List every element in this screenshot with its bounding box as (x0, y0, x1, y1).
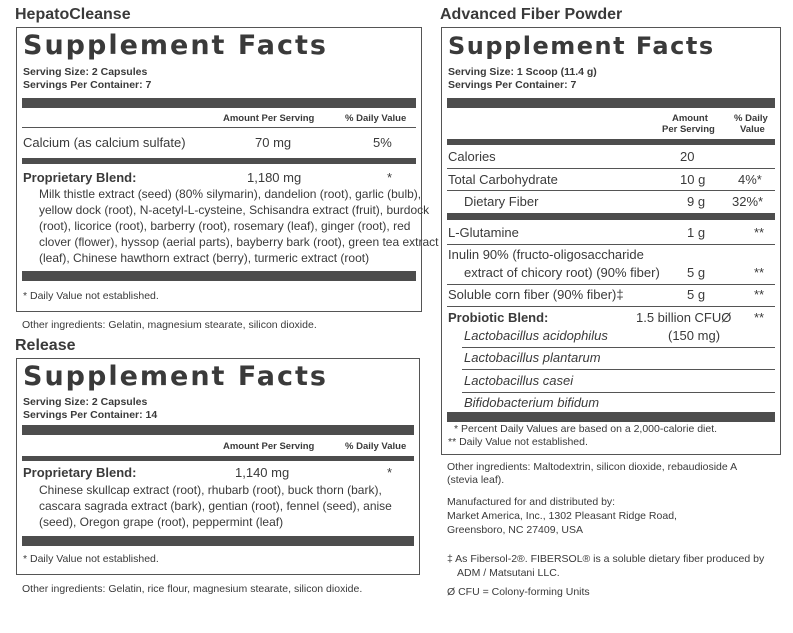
divider (447, 244, 775, 245)
probiotic-name: Probiotic Blend: (448, 310, 549, 325)
divider (447, 284, 775, 285)
nutrient-dv: 32%* (732, 194, 764, 209)
medium-divider (22, 158, 416, 164)
probiotic-strain: Lactobacillus plantarum (464, 350, 601, 365)
serving-size: Serving Size: 2 Capsules (23, 396, 148, 408)
divider (447, 168, 775, 169)
col-dv-header: % Daily Value (345, 113, 407, 124)
divider (22, 127, 416, 128)
nutrient-name: L-Glutamine (448, 225, 519, 240)
thick-divider (447, 412, 775, 422)
thick-divider (22, 425, 414, 435)
divider (447, 190, 775, 191)
nutrient-amount: 10 g (680, 172, 706, 187)
hepato-facts-panel (16, 27, 439, 312)
footnote: * Daily Value not established. (23, 553, 159, 565)
thick-divider (22, 536, 414, 546)
blend-amount: 1,180 mg (247, 170, 302, 185)
col-dv-header: % Daily Value (345, 441, 407, 452)
blend-dv: * (387, 465, 393, 480)
blend-name: Proprietary Blend: (23, 170, 137, 185)
probiotic-dv: ** (754, 310, 765, 325)
servings-per-container: Servings Per Container: 7 (23, 79, 152, 91)
inulin-amount: 5 g (687, 265, 706, 280)
col-dv-header: Value (740, 124, 765, 135)
blend-ingredient-line: Chinese skullcap extract (root), rhubarb (root), buck thorn (bark), (39, 483, 382, 497)
blend-ingredient-line: cascara sagrada extract (bark), gentian (root), fennel (seed), anise (39, 499, 392, 513)
medium-divider (447, 139, 775, 145)
blend-dv: * (387, 170, 393, 185)
servings-per-container: Servings Per Container: 14 (23, 409, 158, 421)
manufacturer-info: Manufactured for and distributed by: (447, 496, 616, 508)
fiber-other-ingredients: Other ingredients: Maltodextrin, silicon dioxide, rebaudioside A (447, 461, 738, 473)
blend-ingredient-line: yellow dock (root), N-acetyl-L-cysteine, Schisandra extract (fruit), burdock (39, 203, 430, 217)
manufacturer-info: Greensboro, NC 27409, USA (447, 524, 583, 536)
release-other-ingredients: Other ingredients: Gelatin, rice flour, magnesium stearate, silicon dioxide. (22, 583, 363, 595)
col-amount-header: Amount (672, 113, 708, 124)
nutrient-name: Calories (448, 149, 496, 164)
nutrient-dv: 4%* (738, 172, 762, 187)
release-product-name: Release (15, 337, 76, 354)
blend-ingredient-line: clover (flower), hyssop (aerial parts), bayberry bark (root), green tea extract (39, 235, 439, 249)
nutrient-amount: 20 (680, 149, 695, 164)
facts-title: Supplement Facts (23, 361, 328, 392)
nutrient-amount: 9 g (687, 194, 706, 209)
col-dv-header: % Daily (734, 113, 768, 124)
inulin-name: Inulin 90% (fructo-oligosaccharide (448, 247, 644, 262)
probiotic-strain: Lactobacillus casei (464, 373, 574, 388)
calcium-amount: 70 mg (255, 135, 292, 150)
inulin-dv: ** (754, 265, 765, 280)
divider (462, 392, 775, 393)
blend-ingredient-line: (root), licorice (root), barberry (root), rosemary (leaf), ginger (root), red (39, 219, 411, 233)
probiotic-amount: 1.5 billion CFUØ (636, 310, 732, 325)
nutrient-name: Total Carbohydrate (448, 172, 558, 187)
footnote: * Daily Value not established. (23, 290, 159, 302)
thick-divider (22, 271, 416, 281)
fibersol-note: ADM / Matsutani LLC. (457, 567, 560, 579)
fiber-other-ingredients: (stevia leaf). (447, 474, 505, 486)
servings-per-container: Servings Per Container: 7 (448, 79, 577, 91)
cfu-note: Ø CFU = Colony-forming Units (447, 586, 590, 598)
medium-divider (447, 213, 775, 220)
footnote: ** Daily Value not established. (448, 436, 588, 448)
probiotic-amount-mg: (150 mg) (668, 328, 721, 343)
calcium-dv: 5% (373, 135, 392, 150)
calcium-name: Calcium (as calcium sulfate) (23, 135, 186, 150)
fiber-product-name: Advanced Fiber Powder (440, 6, 623, 23)
hepato-product-name: HepatoCleanse (15, 6, 131, 23)
divider (462, 347, 775, 348)
blend-ingredient-line: (leaf), Chinese hawthorn extract (berry), turmeric extract (root) (39, 251, 370, 265)
corn-fiber-amount: 5 g (687, 287, 706, 302)
footnote: * Percent Daily Values are based on a 2,000-calorie diet. (454, 423, 718, 435)
serving-size: Serving Size: 1 Scoop (11.4 g) (448, 66, 597, 78)
nutrient-amount: 1 g (687, 225, 706, 240)
thick-divider (447, 98, 775, 108)
blend-ingredient-line: Milk thistle extract (seed) (80% silymarin), dandelion (root), garlic (bulb), (39, 187, 422, 201)
corn-fiber-dv: ** (754, 287, 765, 302)
blend-ingredient-line: (seed), Oregon grape (root), peppermint (leaf) (39, 515, 284, 529)
divider (447, 306, 775, 307)
blend-amount: 1,140 mg (235, 465, 290, 480)
hepato-other-ingredients: Other ingredients: Gelatin, magnesium stearate, silicon dioxide. (22, 319, 317, 331)
thick-divider (22, 98, 416, 108)
fibersol-note: ‡ As Fibersol-2®. FIBERSOL® is a soluble dietary fiber produced by (447, 553, 765, 565)
fiber-facts-panel (441, 27, 781, 455)
manufacturer-info: Market America, Inc., 1302 Pleasant Ridge Road, (447, 510, 677, 522)
release-facts-panel (16, 358, 420, 575)
col-amount-header: Amount Per Serving (223, 441, 315, 452)
inulin-name: extract of chicory root) (90% fiber) (464, 265, 660, 280)
corn-fiber-name: Soluble corn fiber (90% fiber)‡ (448, 287, 624, 302)
probiotic-strain: Lactobacillus acidophilus (464, 328, 608, 343)
facts-title: Supplement Facts (23, 30, 328, 61)
blend-name: Proprietary Blend: (23, 465, 137, 480)
facts-title: Supplement Facts (448, 32, 715, 60)
serving-size: Serving Size: 2 Capsules (23, 66, 148, 78)
medium-divider (22, 456, 414, 461)
col-amount-header: Per Serving (662, 124, 715, 135)
divider (462, 369, 775, 370)
col-amount-header: Amount Per Serving (223, 113, 315, 124)
nutrient-dv: ** (754, 225, 765, 240)
nutrient-name: Dietary Fiber (464, 194, 539, 209)
probiotic-strain: Bifidobacterium bifidum (464, 395, 600, 410)
